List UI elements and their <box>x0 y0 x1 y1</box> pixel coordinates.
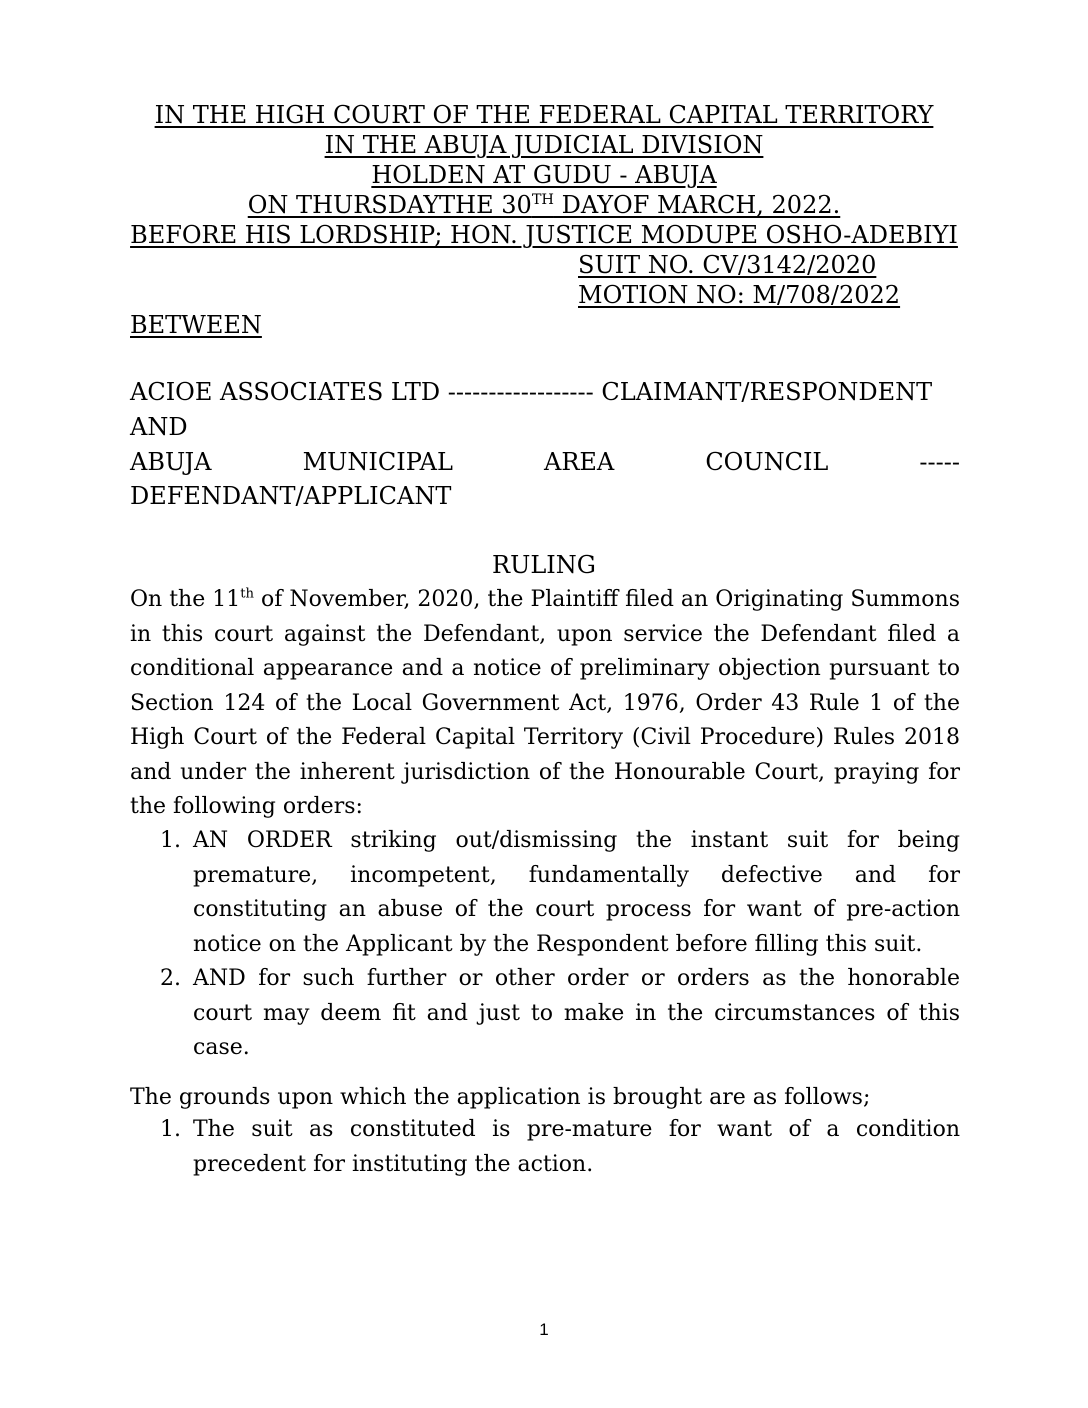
defendant-dashes: ----- <box>919 448 960 476</box>
defendant-word: AREA <box>543 448 615 476</box>
order-item-2 <box>130 962 960 1066</box>
presiding-judge: BEFORE HIS LORDSHIP; HON. JUSTICE MODUPE OSHO-ADEBIYI <box>130 221 958 249</box>
between-label: BETWEEN <box>130 311 262 339</box>
order-text: AND for such further or other order or orders as the honorable court may deem fit and just to make in the circumstances of this case. <box>193 966 960 1060</box>
para1-sup: th <box>240 586 255 602</box>
para1-pre: On the 11 <box>130 587 241 612</box>
para1-post: of November, 2020, the Plaintiff filed an Originating Summons in this court against the Defendant, upon service the Defendant filed a conditional appearance and a notice of preliminary objection pursuant to Section 124 of the Local Government Act, 1976, Order 43 Rule 1 of the High Court of the Federal Capital Territory (Civil Procedure) Rules 2018 and under the inherent jurisdiction of the Honourable Court, praying for the following orders: <box>130 587 960 819</box>
page-number: 1 <box>539 1320 549 1339</box>
defendant-party-line <box>130 447 960 477</box>
court-title: IN THE HIGH COURT OF THE FEDERAL CAPITAL TERRITORY <box>154 101 934 129</box>
order-number: 2. <box>160 966 181 991</box>
order-number: 1. <box>160 828 181 853</box>
defendant-role: DEFENDANT/APPLICANT <box>130 482 452 510</box>
ground-text: The suit as constituted is pre-mature for want of a condition precedent for instituting the action. <box>193 1117 960 1177</box>
defendant-word: MUNICIPAL <box>302 448 453 476</box>
ground-item-1 <box>130 1113 960 1182</box>
motion-number: MOTION NO: M/708/2022 <box>578 281 901 309</box>
defendant-word: ABUJA <box>130 448 212 476</box>
suit-number: SUIT NO. CV/3142/2020 <box>578 251 877 279</box>
ruling-paragraph-1 <box>130 583 960 825</box>
hearing-date-post: DAYOF MARCH, 2022. <box>553 191 841 219</box>
order-item-1 <box>130 824 960 962</box>
claimant-party: ACIOE ASSOCIATES LTD ------------------ CLAIMANT/RESPONDENT <box>130 378 933 406</box>
defendant-word: COUNCIL <box>705 448 829 476</box>
hearing-date <box>0 190 1088 220</box>
order-text: AN ORDER striking out/dismissing the instant suit for being premature, incompetent, fundamentally defective and for constituting an abuse of the court process for want of pre-action notice on the Applicant by the Respondent before filling this suit. <box>193 828 960 957</box>
and-label: AND <box>130 413 188 441</box>
ruling-title: RULING <box>492 551 596 579</box>
grounds-intro: The grounds upon which the application is brought are as follows; <box>130 1085 871 1110</box>
ground-number: 1. <box>160 1117 181 1142</box>
court-location: HOLDEN AT GUDU - ABUJA <box>371 161 717 189</box>
hearing-date-pre: ON THURSDAYTHE 30 <box>247 191 532 219</box>
judicial-division: IN THE ABUJA JUDICIAL DIVISION <box>324 131 764 159</box>
hearing-date-sup: TH <box>531 192 554 208</box>
